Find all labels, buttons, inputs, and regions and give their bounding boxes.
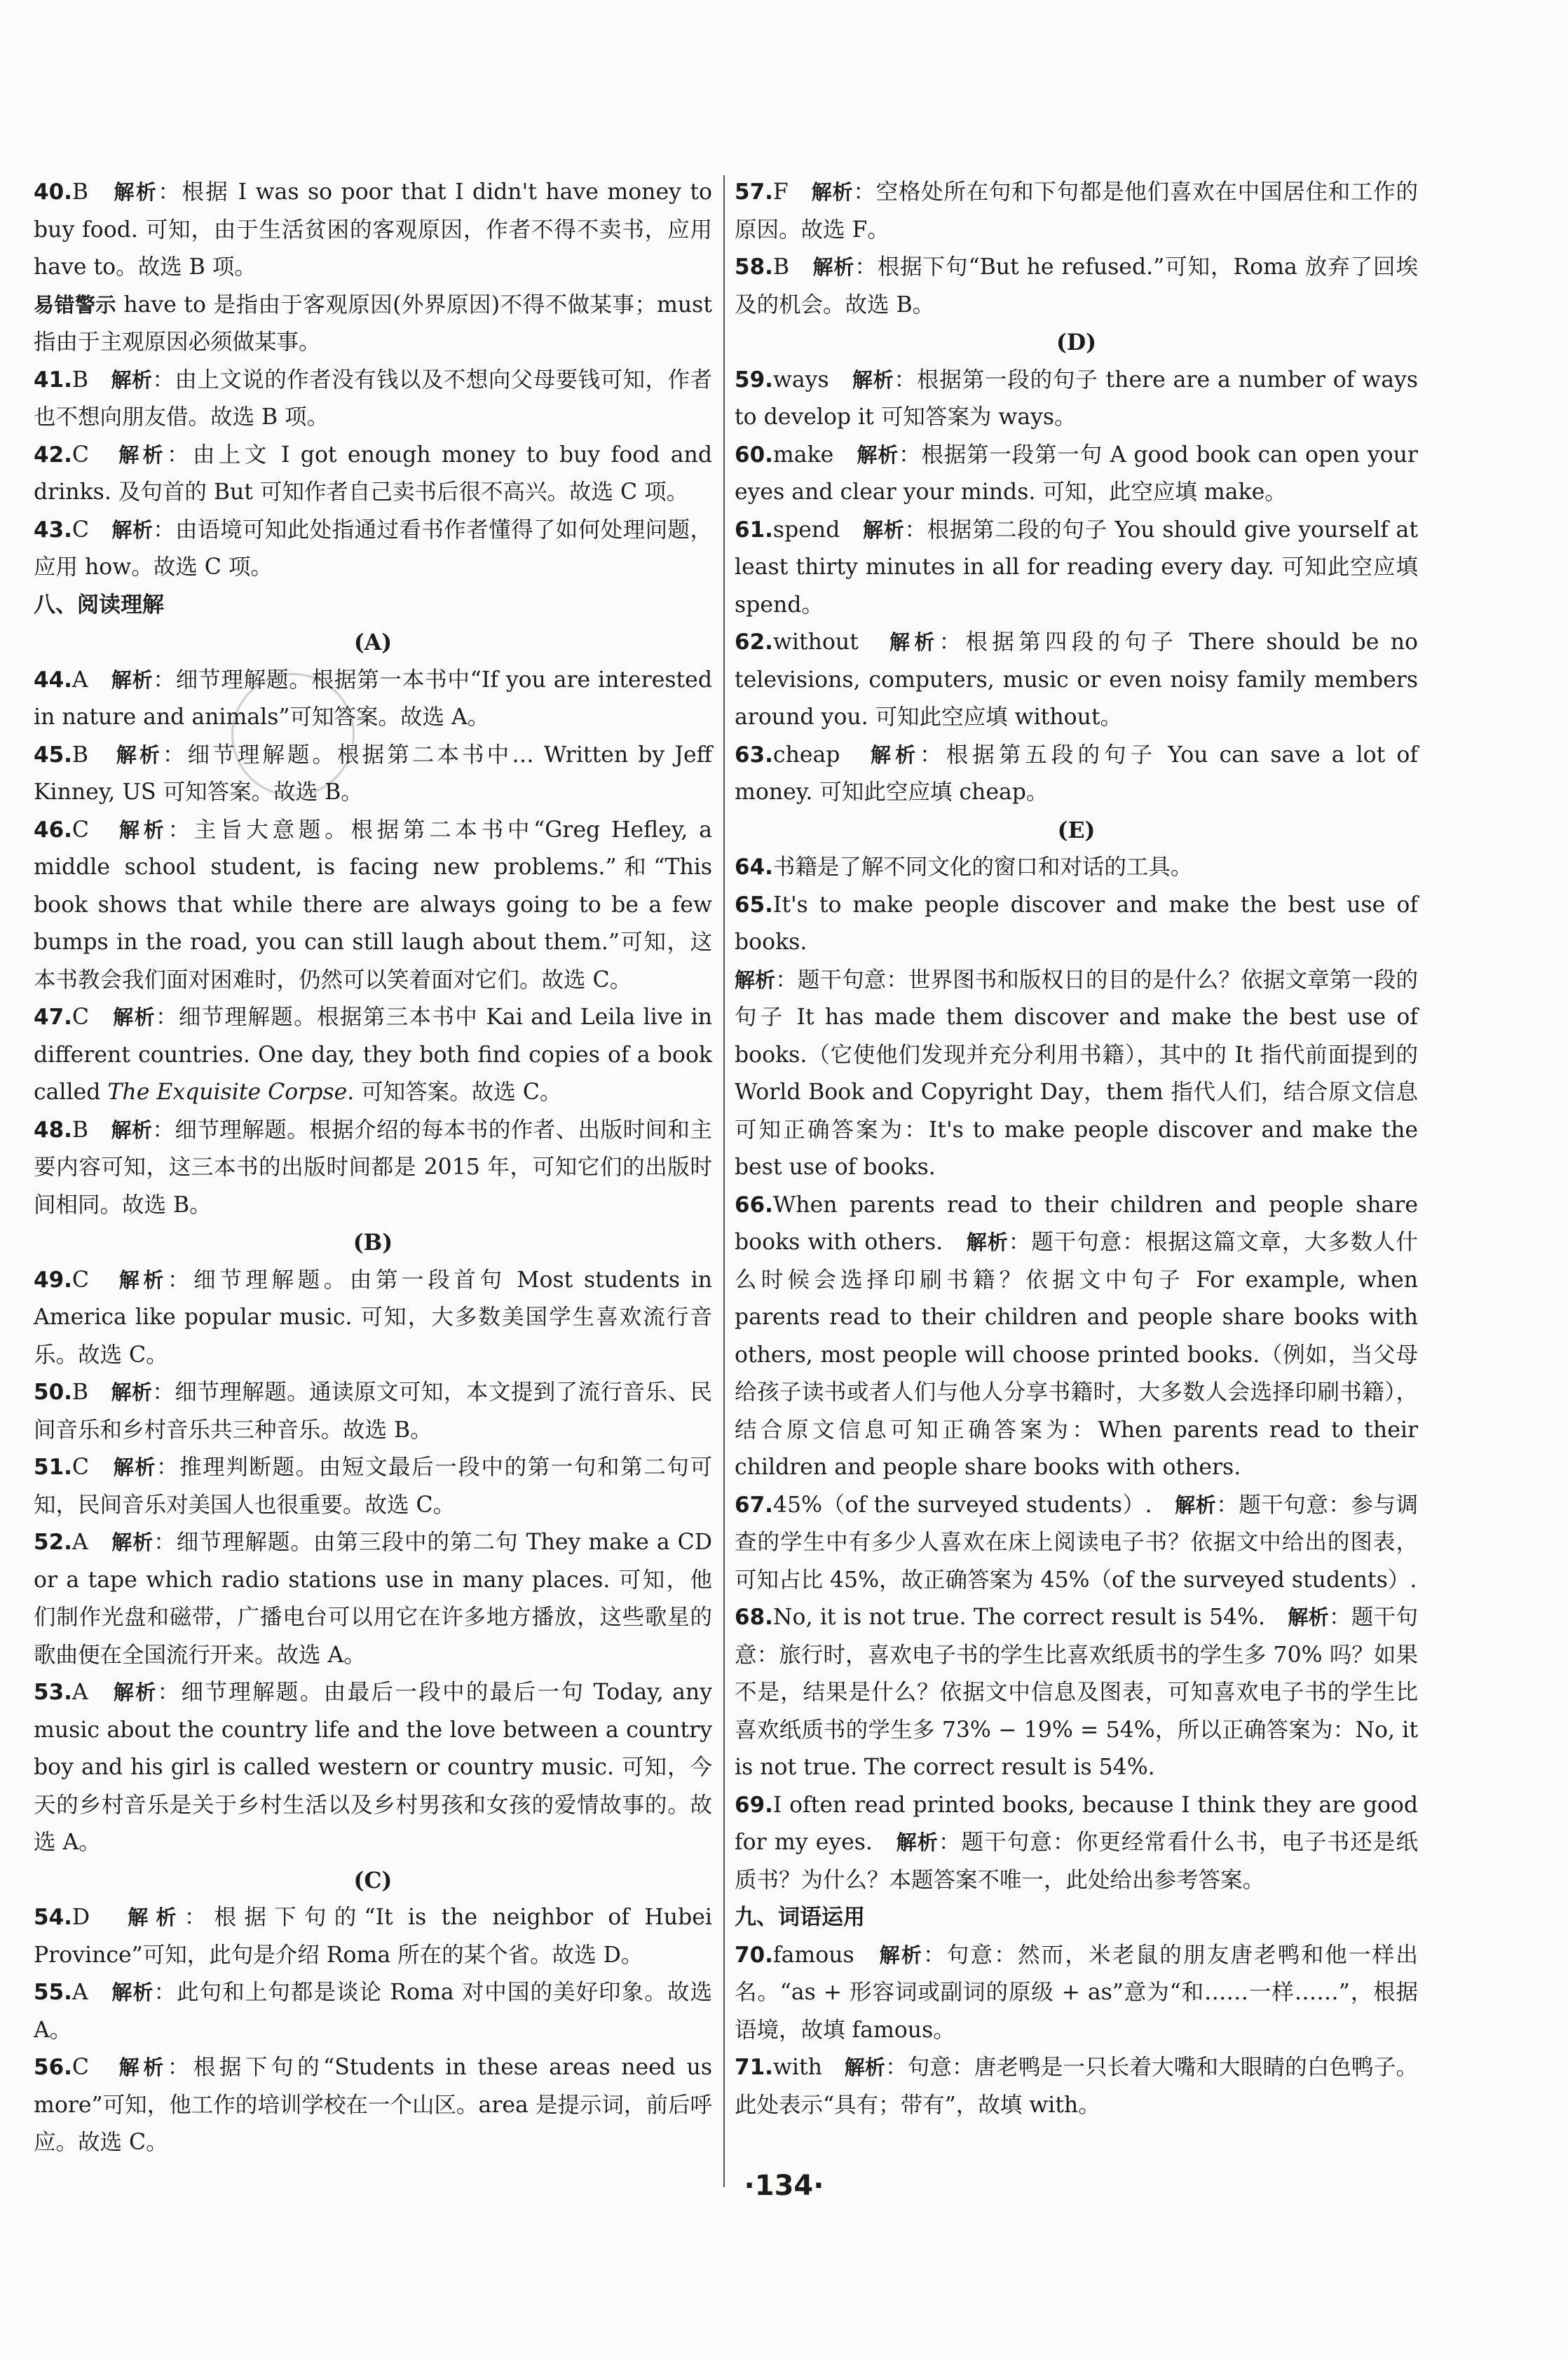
question-number: 53.	[34, 1680, 72, 1705]
question-number: 42.	[34, 442, 72, 468]
passage-label: (A)	[353, 630, 393, 655]
answer-item: 57.F 解析：空格处所在句和下句都是他们喜欢在中国居住和工作的原因。故选 F。	[735, 179, 1418, 243]
answer-item: 61.spend 解析：根据第二段的句子 You should give yourself at least thirty minutes in all for reading every day. 可知此空应填 spend。	[735, 517, 1418, 618]
section-heading: 八、阅读理解	[34, 592, 164, 618]
answer-item: 53.A 解析：细节理解题。由最后一段中的最后一句 Today, any music about the country life and the love between a country boy and his girl is called western or country music. 可知，今天的乡村音乐是关于乡村生活以及乡村男孩和女孩的爱情故事的。故选 A。	[34, 1680, 712, 1855]
question-number: 65.	[735, 892, 773, 918]
answer-item: 44.A 解析：细节理解题。根据第一本书中“If you are interested in nature and animals”可知答案。故选 A。	[34, 667, 712, 730]
answer-item: 54.D 解析：根据下句的“It is the neighbor of Hubei Province”可知，此句是介绍 Roma 所在的某个省。故选 D。	[34, 1905, 712, 1968]
answer-item: 62.without 解析：根据第四段的句子 There should be no televisions, computers, music or even noisy family members around you. 可知此空应填 without。	[735, 630, 1418, 730]
question-number: 70.	[735, 1942, 773, 1968]
answer-item: 59.ways 解析：根据第一段的句子 there are a number of ways to develop it 可知答案为 ways。	[735, 367, 1418, 430]
question-number: 66.	[735, 1192, 773, 1218]
answer-item: 51.C 解析：推理判断题。由短文最后一段中的第一句和第二句可知，民间音乐对美国人也很重要。故选 C。	[34, 1455, 712, 1518]
section-heading: 九、词语运用	[735, 1905, 865, 1930]
answer-item: 55.A 解析：此句和上句都是谈论 Roma 对中国的美好印象。故选 A。	[34, 1980, 712, 2043]
answer-item: 58.B 解析：根据下句“But he refused.”可知，Roma 放弃了回埃及的机会。故选 B。	[735, 254, 1418, 318]
question-number: 46.	[34, 817, 72, 843]
question-number: 52.	[34, 1530, 72, 1555]
question-number: 57.	[735, 179, 773, 205]
answer-item: 易错警示 have to 是指由于客观原因(外界原因)不得不做某事；must 指由于主观原因必须做某事。	[34, 292, 712, 355]
question-number: 71.	[735, 2055, 773, 2080]
question-number: 41.	[34, 367, 72, 393]
answer-item: 65.It's to make people discover and make the best use of books.	[735, 892, 1418, 955]
answer-item: 43.C 解析：由语境可知此处指通过看书作者懂得了如何处理问题，应用 how。故选 C 项。	[34, 517, 712, 580]
answer-item: 47.C 解析：细节理解题。根据第三本书中 Kai and Leila live in different countries. One day, they both find copies of a book called The Exquisite Corpse. 可知答案。故选 C。	[34, 1005, 712, 1105]
question-number: 54.	[34, 1905, 72, 1930]
question-number: 45.	[34, 742, 72, 768]
answer-item: 64.书籍是了解不同文化的窗口和对话的工具。	[735, 855, 1193, 880]
question-number: 69.	[735, 1792, 773, 1818]
question-number: 67.	[735, 1492, 773, 1518]
question-number: 61.	[735, 517, 773, 543]
answer-item: 60.make 解析：根据第一段第一句 A good book can open your eyes and clear your minds. 可知，此空应填 make。	[735, 442, 1418, 505]
question-number: 55.	[34, 1980, 72, 2005]
right-column	[735, 174, 1418, 2124]
answer-item: 70.famous 解析：句意：然而，米老鼠的朋友唐老鸭和他一样出名。“as + 形容词或副词的原级 + as”意为“和……一样……”，根据语境，故填 famous。	[735, 1942, 1418, 2043]
answer-item: 66.When parents read to their children and people share books with others. 解析：题干句意：根据这篇文章，大多数人什么时候会选择印刷书籍？依据文中句子 For example, when parents read to their children and people share books with others, most people will choose printed books.（例如，当父母给孩子读书或者人们与他人分享书籍时，大多数人会选择印刷书籍），结合原文信息可知正确答案为：When parents read to their children and people share books with others.	[735, 1192, 1418, 1480]
answer-item: 71.with 解析：句意：唐老鸭是一只长着大嘴和大眼睛的白色鸭子。此处表示“具有；带有”，故填 with。	[735, 2055, 1418, 2118]
answer-item: 68.No, it is not true. The correct result is 54%. 解析：题干句意：旅行时，喜欢电子书的学生比喜欢纸质书的学生多 70% 吗？如果不是，结果是什么？依据文中信息及图表，可知喜欢电子书的学生比喜欢纸质书的学生多 73% − 19% = 54%，所以正确答案为：No, it is not true. The correct result is 54%.	[735, 1605, 1418, 1780]
question-number: 44.	[34, 667, 72, 693]
question-number: 62.	[735, 630, 773, 655]
question-number: 56.	[34, 2055, 72, 2080]
question-number: 63.	[735, 742, 773, 768]
passage-label: (E)	[1057, 817, 1096, 843]
question-number: 47.	[34, 1005, 72, 1030]
question-number: 49.	[34, 1267, 72, 1293]
left-column	[34, 174, 712, 2162]
answer-item: 56.C 解析：根据下句的“Students in these areas need us more”可知，他工作的培训学校在一个山区。area 是提示词，前后呼应。故选 C。	[34, 2055, 712, 2155]
question-number: 64.	[735, 855, 773, 880]
question-number: 43.	[34, 517, 72, 543]
question-number: 68.	[735, 1605, 773, 1630]
question-number: 40.	[34, 179, 72, 205]
column-divider	[723, 175, 725, 2187]
question-number: 50.	[34, 1380, 72, 1405]
answer-item: 48.B 解析：细节理解题。根据介绍的每本书的作者、出版时间和主要内容可知，这三本书的出版时间都是 2015 年，可知它们的出版时间相同。故选 B。	[34, 1117, 712, 1218]
answer-item: 63.cheap 解析：根据第五段的句子 You can save a lot of money. 可知此空应填 cheap。	[735, 742, 1418, 805]
answer-item: 67.45%（of the surveyed students）. 解析：题干句意：参与调查的学生中有多少人喜欢在床上阅读电子书？依据文中给出的图表，可知占比 45%，故正确答案为 45%（of the surveyed students）.	[735, 1492, 1418, 1593]
answer-item: 40.B 解析：根据 I was so poor that I didn't have money to buy food. 可知，由于生活贫困的客观原因，作者不得不卖书，应用 have to。故选 B 项。	[34, 179, 712, 280]
passage-label: (C)	[353, 1867, 393, 1894]
page-number: ·134·	[744, 2170, 824, 2202]
answer-item: 解析：题干句意：世界图书和版权日的目的是什么？依据文章第一段的句子 It has made them discover and make the best use of books.（它使他们发现并充分利用书籍），其中的 It 指代前面提到的 World Book and Copyright Day，them 指代人们，结合原文信息可知正确答案为：It's to make people discover and make the best use of books.	[735, 967, 1418, 1180]
answer-item: 46.C 解析：主旨大意题。根据第二本书中“Greg Hefley, a middle school student, is facing new problems.”和“This book shows that while there are always going to be a few bumps in the road, you can still laugh about them.”可知，这本书教会我们面对困难时，仍然可以笑着面对它们。故选 C。	[34, 817, 712, 993]
answer-item: 45.B 解析：细节理解题。根据第二本书中… Written by Jeff Kinney, US 可知答案。故选 B。	[34, 742, 712, 805]
question-number: 59.	[735, 367, 773, 393]
question-number: 58.	[735, 254, 773, 280]
passage-label: (B)	[353, 1230, 393, 1256]
answer-item: 49.C 解析：细节理解题。由第一段首句 Most students in America like popular music. 可知，大多数美国学生喜欢流行音乐。故选 C。	[34, 1267, 712, 1368]
answer-item: 52.A 解析：细节理解题。由第三段中的第二句 They make a CD or a tape which radio stations use in many places. 可知，他们制作光盘和磁带，广播电台可以用它在许多地方播放，这些歌星的歌曲便在全国流行开来。故选 A。	[34, 1530, 712, 1668]
answer-item: 50.B 解析：细节理解题。通读原文可知，本文提到了流行音乐、民间音乐和乡村音乐共三种音乐。故选 B。	[34, 1380, 712, 1443]
passage-label: (D)	[1056, 329, 1097, 355]
question-number: 51.	[34, 1455, 72, 1480]
answer-item: 69.I often read printed books, because I think they are good for my eyes. 解析：题干句意：你更经常看什么书，电子书还是纸质书？为什么？本题答案不唯一，此处给出参考答案。	[735, 1792, 1418, 1893]
answer-item: 42.C 解析：由上文 I got enough money to buy food and drinks. 及句首的 But 可知作者自己卖书后很不高兴。故选 C 项。	[34, 442, 712, 505]
question-number: 60.	[735, 442, 773, 468]
answer-item: 41.B 解析：由上文说的作者没有钱以及不想向父母要钱可知，作者也不想向朋友借。故选 B 项。	[34, 367, 712, 430]
question-number: 48.	[34, 1117, 72, 1143]
